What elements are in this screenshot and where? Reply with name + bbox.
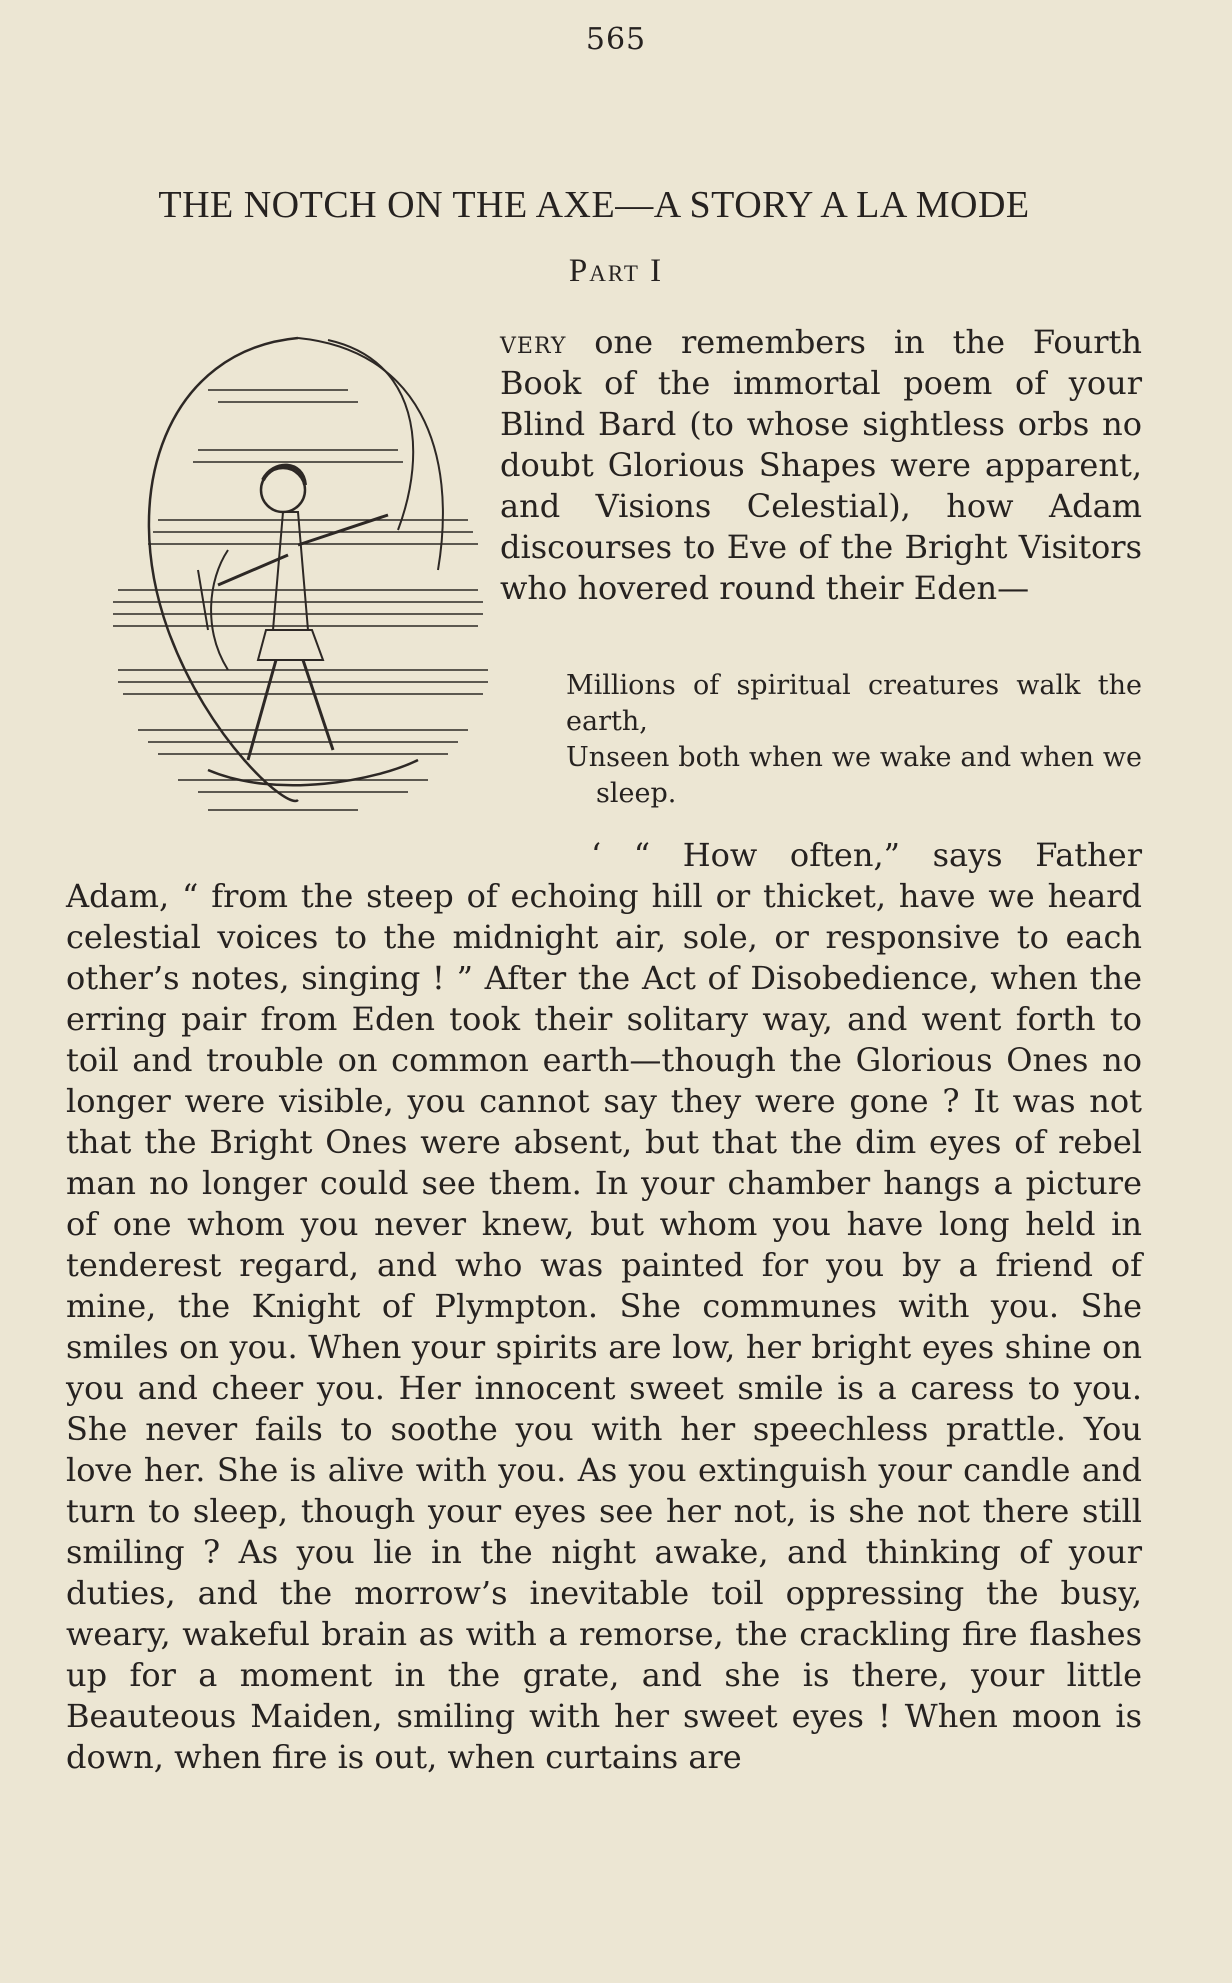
chapter-title: THE NOTCH ON THE AXE—A STORY A LA MODE: [158, 184, 1030, 226]
body-paragraph: [66, 835, 1142, 1778]
opening-paragraph: [500, 322, 1142, 609]
page-number: 565: [585, 22, 647, 57]
verse-line: Unseen both when we wake and when we sleep.: [566, 742, 1142, 809]
body-text: ‘ “ How often,” says Father Adam, “ from the steep of echoing hill or thicket, have we heard celestial voices to the midnight air, sole, or responsive to each other’s notes, singing ! ” After the Act of Disobedience, when the erring pair from Eden took their solitary way, and went forth to toil and trouble on common earth—though the Glorious Ones no longer were visible, you cannot say they were gone ? It was not that the Bright Ones were absent, but that the dim eyes of rebel man no longer could see them. In your chamber hangs a picture of one whom you never knew, but whom you have long held in tenderest regard, and who was painted for you by a friend of mine, the Knight of Plympton. She communes with you. She smiles on you. When your spirits are low, her bright eyes shine on you and cheer you. Her innocent sweet smile is a caress to you. She never fails to soothe you with her speechless prattle. You love her. She is alive with you. As you extinguish your candle and turn to sleep, though your eyes see her not, is she not there still smiling ? As you lie in the night awake, and thinking of your duties, and the morrow’s inevitable toil oppressing the busy, weary, wakeful brain as with a remorse, the crackling fire flashes up for a moment in the grate, and she is there, your little Beauteous Maiden, smiling with her sweet eyes ! When moon is down, when fire is out, when curtains are: [66, 836, 1142, 1776]
verse-quotation: [566, 668, 1142, 812]
engraving-cherub-archer-in-circle-icon: [98, 330, 498, 848]
part-heading: Part I: [568, 253, 664, 289]
verse-line: Millions of spiritual creatures walk the earth,: [566, 670, 1142, 737]
opening-text: one remembers in the Fourth Book of the immortal poem of your Blind Bard (to whose sightless orbs no doubt Glorious Shapes were apparent, and Visions Celestial), how Adam discourses to Eve of the Bright Visitors who hovered round their Eden—: [500, 323, 1142, 607]
drop-cap-word: very: [500, 323, 567, 361]
